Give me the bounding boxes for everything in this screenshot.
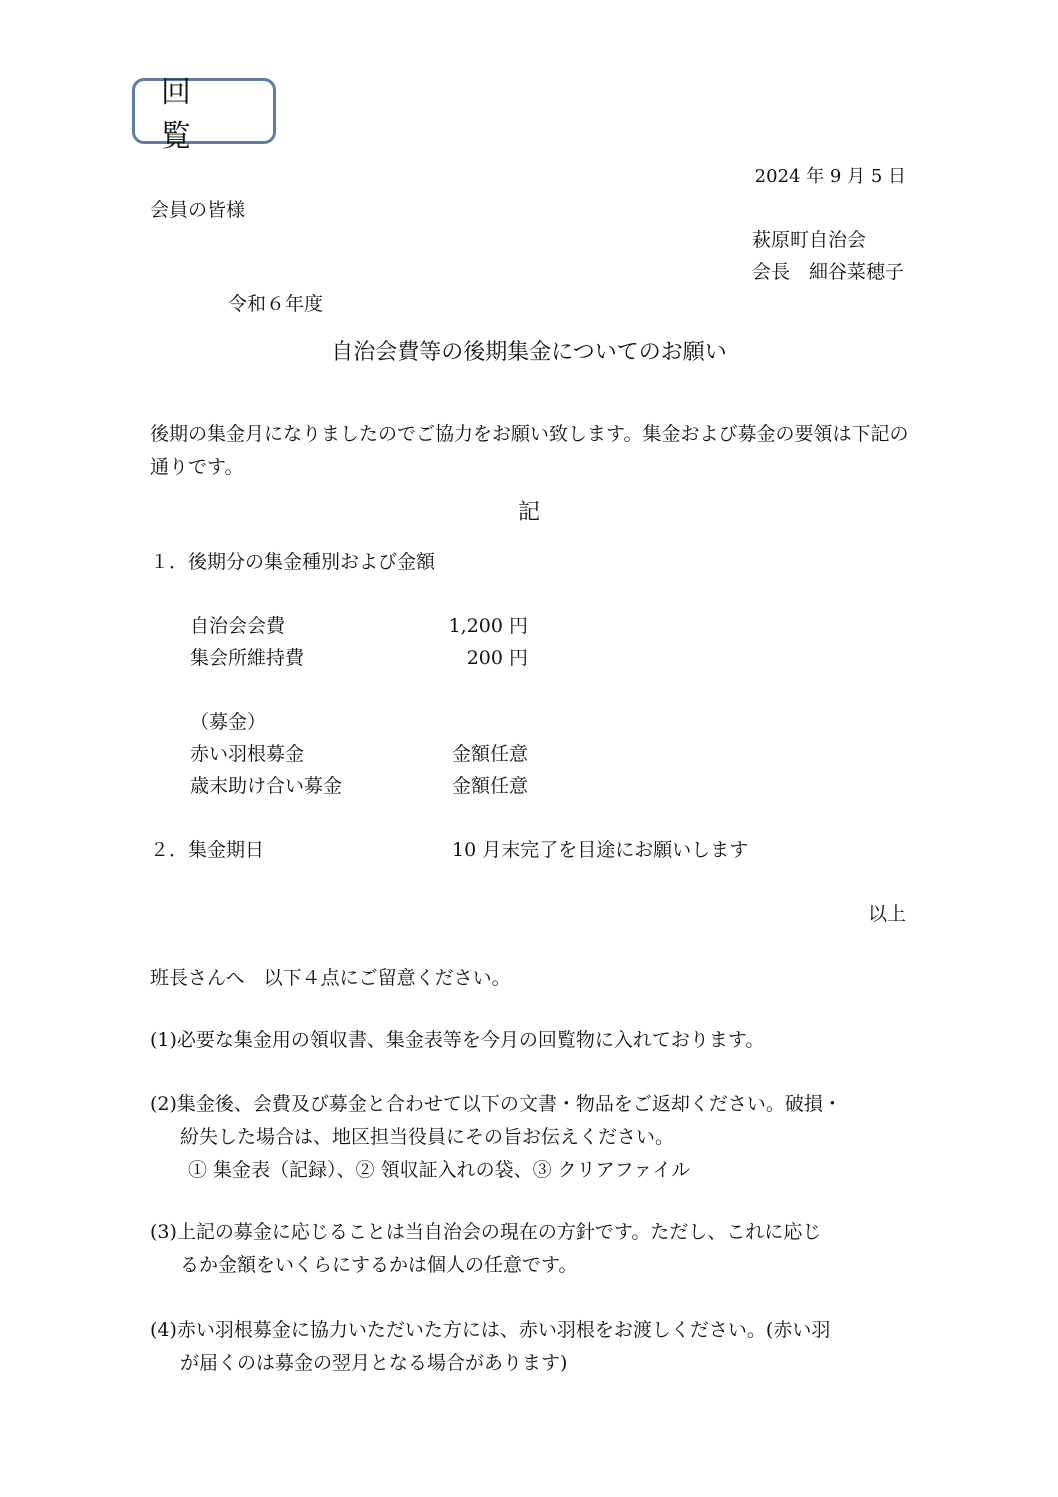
ki-heading: 記 [517, 500, 540, 525]
fiscal-year: 令和６年度 [228, 293, 324, 315]
donation-value: 金額任意 [452, 775, 529, 797]
circulation-stamp: 回 覧 [132, 78, 276, 144]
note-text-continued: が届くのは募金の翌月となる場合があります) [180, 1352, 568, 1374]
note-number: (1) [150, 1029, 177, 1051]
note-item [150, 1088, 910, 1187]
sender-name: 会長 細谷菜穂子 [752, 261, 905, 283]
closing-mark: 以上 [867, 903, 906, 925]
donation-label: 赤い羽根募金 [190, 743, 305, 765]
document-title: 自治会費等の後期集金についてのお願い [331, 340, 727, 365]
note-number: (3) [150, 1221, 177, 1243]
donation-label: 歳末助け合い募金 [190, 775, 343, 797]
donation-value: 金額任意 [452, 743, 529, 765]
fee-label: 集会所維持費 [190, 647, 305, 669]
fee-value: 1,200 円 [448, 615, 528, 637]
leaders-note: 班長さんへ 以下４点にご留意ください。 [150, 967, 511, 989]
section1-heading: １．後期分の集金種別および金額 [150, 551, 436, 573]
note-text: 集金後、会費及び募金と合わせて以下の文書・物品をご返却ください。破損・ [176, 1093, 842, 1115]
note-item [150, 1216, 910, 1282]
note-sub-list: ① 集金表（記録）、② 領収証入れの袋、③ クリアファイル [188, 1159, 691, 1181]
section2-value: 10 月末完了を目途にお願いします [452, 839, 749, 861]
note-text: 赤い羽根募金に協力いただいた方には、赤い羽根をお渡しください。(赤い羽 [176, 1319, 831, 1341]
note-number: (4) [150, 1319, 177, 1341]
document-date: 2024 年 9 月 5 日 [754, 166, 906, 187]
note-text: 上記の募金に応じることは当自治会の現在の方針です。ただし、これに応じ [176, 1221, 822, 1243]
donation-heading: （募金） [190, 711, 267, 733]
sender-organization: 萩原町自治会 [752, 229, 867, 251]
note-item [150, 1314, 910, 1380]
note-text: 必要な集金用の領収書、集金表等を今月の回覧物に入れております。 [176, 1029, 765, 1051]
note-text-continued: るか金額をいくらにするかは個人の任意です。 [180, 1254, 578, 1276]
note-text-continued: 紛失した場合は、地区担当役員にその旨お伝えください。 [180, 1126, 675, 1148]
note-number: (2) [150, 1093, 177, 1115]
intro-paragraph: 後期の集金月になりましたのでご協力をお願い致します。集金および募金の要領は下記の通りです。 [150, 423, 909, 478]
fee-label: 自治会会費 [190, 615, 286, 637]
addressee: 会員の皆様 [150, 199, 246, 221]
note-item [150, 1024, 910, 1057]
fee-value: 200 円 [466, 647, 528, 669]
section2-heading: ２．集金期日 [150, 839, 265, 861]
